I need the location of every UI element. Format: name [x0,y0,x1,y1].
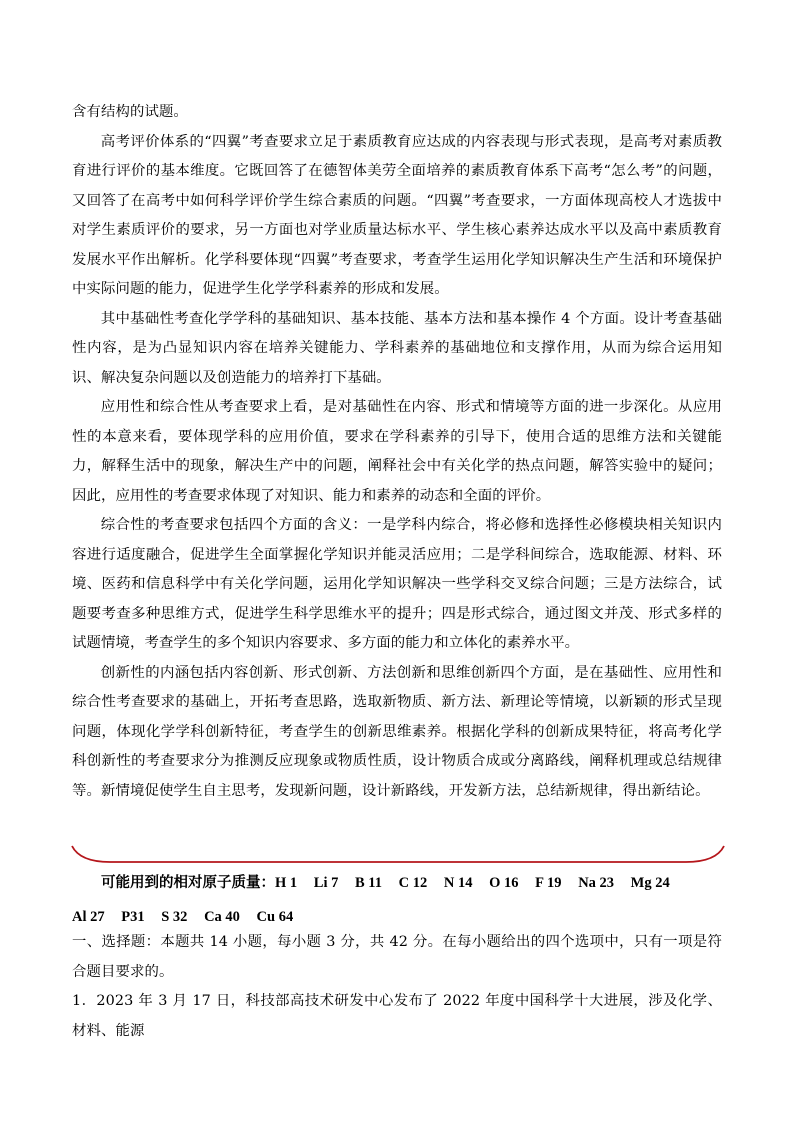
atomic-mass-item: F 19 [535,875,562,891]
paragraph-basic: 其中基础性考查化学学科的基础知识、基本技能、基本方法和基本操作 4 个方面。设计考查基础性内容，是为凸显知识内容在培养关键能力、学科素养的基础地位和支撑作用，从而为综合运用知识、解决复杂问题以及创造能力的培养打下基础。 [72,310,722,386]
atomic-mass-label: 可能用到的相对原子质量： [101,875,275,891]
atomic-mass-item: Mg 24 [630,875,670,891]
atomic-mass-table [72,866,722,934]
section-instructions: 一、选择题：本题共 14 小题，每小题 3 分，共 42 分。在每小题给出的四个选项中，只有一项是符合题目要求的。 [72,934,722,980]
atomic-mass-item: Ca 40 [204,909,240,925]
atomic-mass-item: H 1 [275,875,298,891]
atomic-mass-item: Li 7 [313,875,339,891]
section-one [72,928,722,1046]
atomic-mass-item: Cu 64 [256,909,294,925]
atomic-mass-item: S 32 [161,909,188,925]
paragraph-four-wings: 高考评价体系的“四翼”考查要求立足于素质教育应达成的内容表现与形式表现，是高考对素质教育进行评价的基本维度。它既回答了在德智体美劳全面培养的素质教育体系下高考“怎么考”的问题，又回答了在高考中如何科学评价学生综合素质的问题。“四翼”考查要求，一方面体现高校人才选拔中对学生素质评价的要求，另一方面也对学业质量达标水平、学生核心素养达成水平以及高中素质教育发展水平作出解析。化学科要体现“四翼”考查要求，考查学生运用化学知识解决生产生活和环境保护中实际问题的能力，促进学生化学学科素养的形成和发展。 [72,133,722,297]
atomic-mass-item: Al 27 [72,909,105,925]
paragraph-comprehensive: 综合性的考查要求包括四个方面的含义：一是学科内综合，将必修和选择性必修模块相关知识内容进行适度融合，促进学生全面掌握化学知识并能灵活应用；二是学科间综合，选取能源、材料、环境、医药和信息科学中有关化学问题，运用化学知识解决一些学科交叉综合问题；三是方法综合，试题要考查多种思维方式，促进学生科学思维水平的提升；四是形式综合，通过图文并茂、形式多样的试题情境，考查学生的多个知识内容要求、多方面的能力和立体化的素养水平。 [72,517,722,651]
paragraph-innovation: 创新性的内涵包括内容创新、形式创新、方法创新和思维创新四个方面，是在基础性、应用性和综合性考查要求的基础上，开拓考查思路，选取新物质、新方法、新理论等情境，以新颖的形式呈现问题，体现化学学科创新特征，考查学生的创新思维素养。根据化学科的创新成果特征，将高考化学科创新性的考查要求分为推测反应现象或物质性质，设计物质合成或分离路线，阐释机理或总结规律等。新情境促使学生自主思考，发现新问题，设计新路线，开发新方法，总结新规律，得出新结论。 [72,664,722,799]
paragraph-continuation: 含有结构的试题。 [72,104,188,120]
atomic-mass-item: N 14 [443,875,473,891]
atomic-mass-item: O 16 [489,875,519,891]
paragraph-application: 应用性和综合性从考查要求上看，是对基础性在内容、形式和情境等方面的进一步深化。从应用性的本意来看，要体现学科的应用价值，要求在学科素养的引导下，使用合适的思维方法和关键能力，解释生活中的现象，解决生产中的问题，阐释社会中有关化学的热点问题，解答实验中的疑问；因此，应用性的考查要求体现了对知识、能力和素养的动态和全面的评价。 [72,399,722,504]
atomic-mass-item: C 12 [398,875,428,891]
question-1-text: 1．2023 年 3 月 17 日，科技部高技术研发中心发布了 2022 年度中国科学十大进展，涉及化学、材料、能源 [72,993,722,1039]
atomic-mass-item: P31 [121,909,145,925]
atomic-mass-item: B 11 [354,875,382,891]
article-body [72,98,722,806]
atomic-mass-item: Na 23 [578,875,615,891]
